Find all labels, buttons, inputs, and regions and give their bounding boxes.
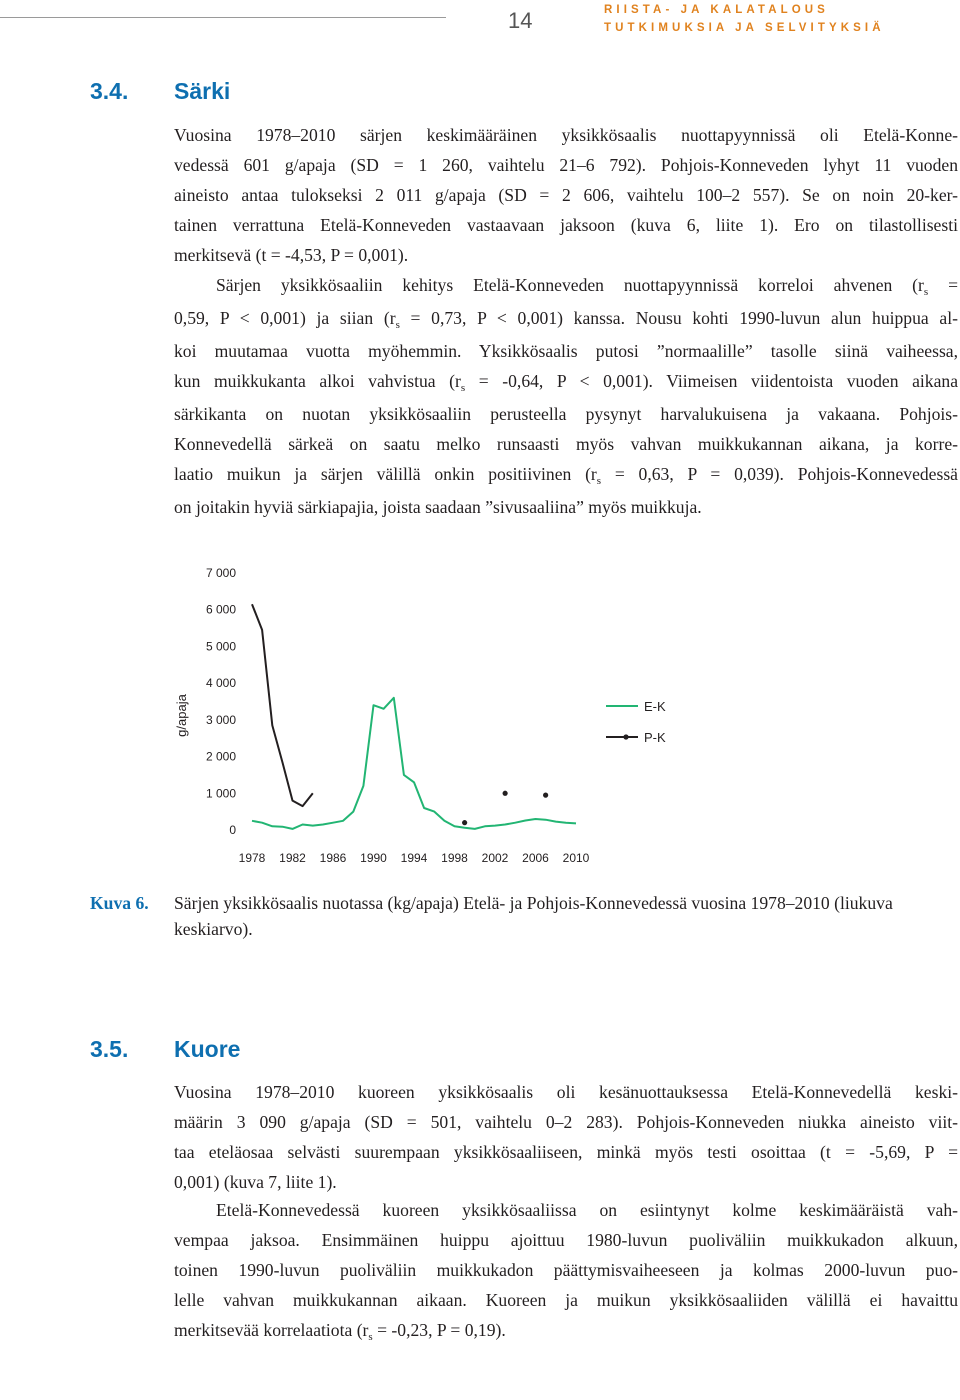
paragraph-3-4-1 [174,120,958,270]
y-tick-label: 3 000 [205,712,236,727]
text-line: määrin 3 090 g/apaja (SD = 501, vaihtelu 0–2 283). Pohjois-Konneveden niukka aineisto viit- [174,1112,958,1132]
section-title-kuore: Kuore [174,1036,241,1062]
legend-label: P-K [644,730,666,745]
subscript: s [923,286,929,298]
text-fragment: = 0,73, P < 0,001) kanssa. Nousu kohti 1990-luvun alun huippua al- [399,308,958,328]
paragraph-3-5-2 [174,1195,958,1348]
section-number-3-5: 3.5. [90,1036,129,1062]
line-chart [0,540,960,880]
legend-marker [623,734,628,739]
text-fragment: laatio muikun ja särjen välillä onkin positiivinen (r [174,464,597,484]
text-line: taa eteläosaa selvästi suurempaan yksikkösaaliiseen, minkä myös testi osoittaa (t = -5,69, P = [174,1142,958,1162]
x-tick-label: 1982 [279,851,306,865]
text-line: toinen 1990-luvun puoliväliin muikkukadon päättymisvaiheeseen ja kolmas 2000-luvun puo- [174,1260,958,1280]
x-tick-label: 1990 [360,851,387,865]
y-tick-label: 1 000 [205,786,236,801]
data-point-p-k [503,791,508,796]
text-fragment: = -0,23, P = 0,19). [372,1320,506,1340]
x-tick-label: 1994 [400,851,428,865]
text-line [174,459,958,492]
legend-label: E-K [644,699,666,714]
text-line: aineisto antaa tulokseksi 2 011 g/apaja (SD = 2 606, vaihtelu 100–2 557). Se on noin 20-ker- [174,185,958,205]
text-line [174,1315,958,1348]
x-tick-label: 2002 [481,851,509,865]
text-line: vempaa jaksoa. Ensimmäinen huippu ajoittuu 1980-luvun puoliväliin muikkukadon alkuun, [174,1230,958,1250]
text-line: tainen verrattuna Etelä-Konneveden vastaavaan jaksoon (kuva 6, liite 1). Ero on tilastollisesti [174,215,958,235]
subscript: s [395,319,400,331]
y-tick-label: 2 000 [205,749,236,764]
figure-caption [174,890,958,942]
text-fragment: kun muikkukanta alkoi vahvistua (r [174,371,461,391]
subscript: s [368,1331,373,1343]
data-point-p-k [543,793,548,798]
x-tick-label: 1978 [238,851,266,865]
text-line: Vuosina 1978–2010 kuoreen yksikkösaalis oli kesänuottauksessa Etelä-Konnevedellä keski- [174,1082,958,1102]
text-fragment: Särjen yksikkösaaliin kehitys Etelä-Konneveden nuottapyynnissä korreloi ahvenen (r [216,275,924,295]
x-tick-label: 2010 [562,851,590,865]
y-tick-label: 5 000 [205,639,236,654]
text-line: 0,001) (kuva 7, liite 1). [174,1172,337,1192]
x-tick-label: 1986 [319,851,347,865]
x-tick-label: 1998 [441,851,468,865]
y-tick-label: 7 000 [205,566,236,580]
series-title-line1: RIISTA- JA KALATALOUS [604,4,829,16]
text-line: merkitsevä (t = -4,53, P = 0,001). [174,245,409,265]
paragraph-3-5-1 [174,1077,958,1197]
series-title-line2: TUTKIMUKSIA JA SELVITYKSIÄ [604,22,885,34]
header-rule [0,17,446,18]
text-fragment: merkitsevää korrelaatiota (r [174,1320,369,1340]
text-fragment: = [928,275,958,295]
text-fragment: 0,59, P < 0,001) ja siian (r [174,308,396,328]
section-number-3-4: 3.4. [90,78,129,104]
text-fragment: = -0,64, P < 0,001). Viimeisen viidentoista vuoden aikana [465,371,958,391]
figure-label: Kuva 6. [90,893,149,913]
x-tick-label: 2006 [522,851,549,865]
paragraph-3-4-2 [174,270,958,522]
subscript: s [460,382,466,394]
text-line: on joitakin hyviä särkiapajia, joista saadaan ”sivusaaliina” myös muikkuja. [174,497,702,517]
text-line: Vuosina 1978–2010 särjen keskimääräinen yksikkösaalis nuottapyynnissä oli Etelä-Konne- [174,125,958,145]
text-line: särkikanta on nuotan yksikkösaaliin perusteella pysynyt harvalukuisena ja vakaana. Pohjois- [174,404,958,424]
text-fragment: = 0,63, P = 0,039). Pohjois-Konnevedessä [601,464,958,484]
text-line: Konnevedellä särkeä on saatu melko runsaasti myös vahvan muikkukannan aikana, ja korre- [174,434,958,454]
y-tick-label: 0 [229,823,236,837]
caption-line: keskiarvo). [174,919,253,939]
text-line [174,366,958,399]
y-tick-label: 4 000 [205,676,236,691]
text-line [174,270,958,303]
data-point-p-k [462,820,467,825]
text-line: vedessä 601 g/apaja (SD = 1 260, vaihtelu 21–6 792). Pohjois-Konneveden lyhyt 11 vuoden [174,155,958,175]
text-line: Etelä-Konnevedessä kuoreen yksikkösaaliissa on esiintynyt kolme keskimääräistä vah- [216,1200,958,1220]
y-tick-label: 6 000 [205,602,236,617]
page-number: 14 [508,8,533,33]
series-line-p-k [252,604,313,806]
section-title-sarki: Särki [174,78,231,104]
text-line: lelle vahvan muikkukannan aikaan. Kuoreen ja muikun yksikkösaaliiden välillä ei havaittu [174,1290,958,1310]
subscript: s [596,475,602,487]
text-line [174,303,958,336]
text-line: koi muutamaa vuotta myöhemmin. Yksikkösaalis putosi ”normaalille” tasolle siinä vaiheessa, [174,341,958,361]
caption-line: Särjen yksikkösaalis nuotassa (kg/apaja) Etelä- ja Pohjois-Konnevedessä vuosina 1978–2010 (liukuva [174,893,893,913]
y-axis-label: g/apaja [174,694,189,737]
series-line-e-k [252,698,576,829]
figure-6-chart [0,540,960,880]
